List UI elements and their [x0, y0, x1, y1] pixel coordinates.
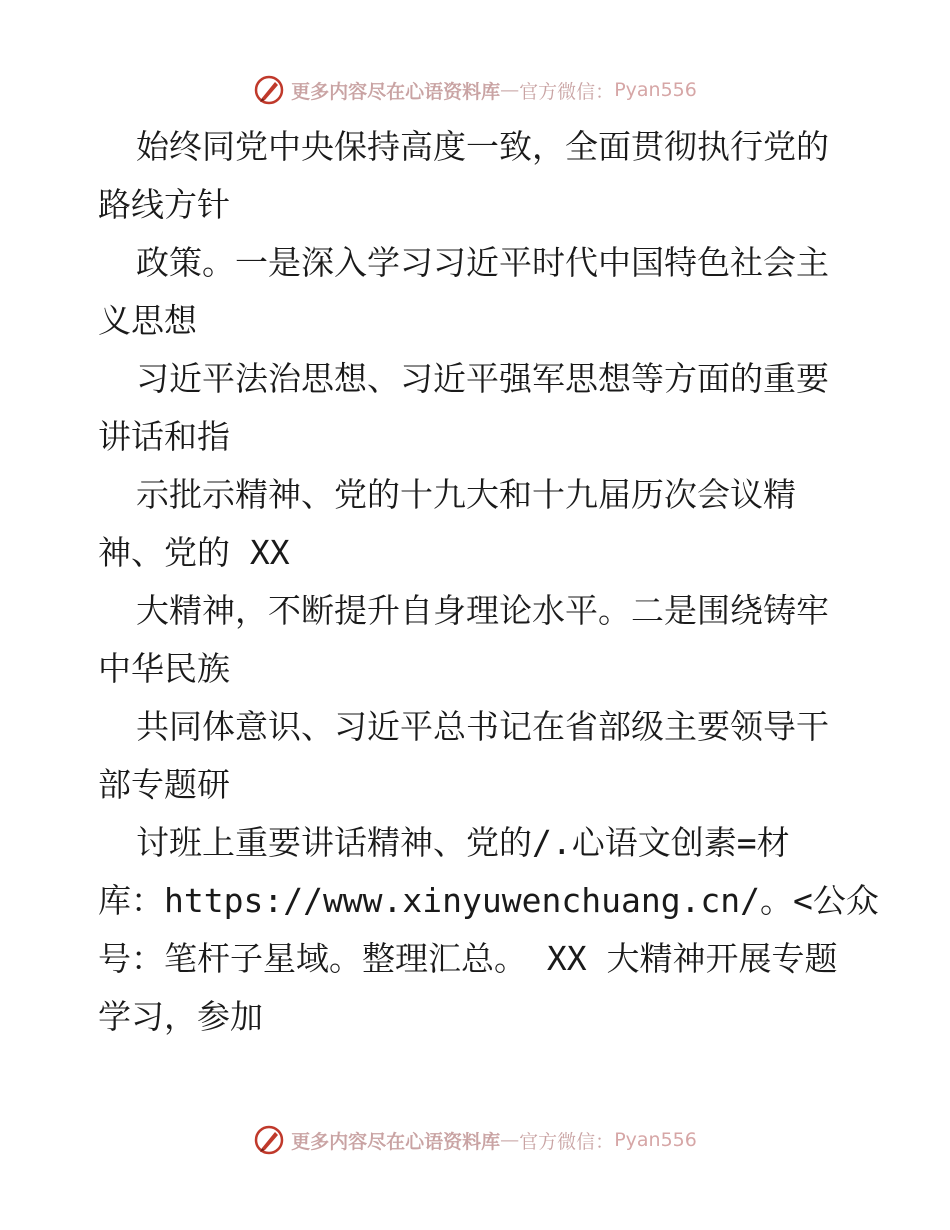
text-line: 学习，参加: [98, 997, 263, 1036]
text-line: 讲话和指: [98, 417, 230, 456]
text-line: 共同体意识、习近平总书记在省部级主要领导干: [136, 707, 829, 746]
pen-logo-icon: [253, 1124, 285, 1156]
header-brand: 更多内容尽在心语资料库: [291, 80, 501, 103]
body-text: [98, 118, 879, 1046]
text-line: 政策。一是深入学习习近平时代中国特色社会主: [136, 243, 829, 282]
footer-brand: 更多内容尽在心语资料库: [291, 1130, 501, 1153]
header-banner: [0, 70, 950, 110]
text-line: 部专题研: [98, 765, 230, 804]
text-line: 神、党的 XX: [98, 533, 290, 572]
pen-logo-icon: [253, 74, 285, 106]
footer-banner: [0, 1120, 950, 1160]
footer-wechat-id: Pyan556: [614, 1129, 697, 1151]
header-separator: —: [500, 79, 520, 101]
text-line: 库：https://www.xinyuwenchuang.cn/。<公众: [98, 881, 879, 920]
text-line: 义思想: [98, 301, 197, 340]
header-official-label: 官方微信：: [519, 80, 615, 103]
text-line: 习近平法治思想、习近平强军思想等方面的重要: [136, 359, 829, 398]
footer-separator: —: [500, 1129, 520, 1151]
text-line: 始终同党中央保持高度一致，全面贯彻执行党的: [136, 127, 829, 166]
header-wechat-id: Pyan556: [614, 79, 697, 101]
text-line: 示批示精神、党的十九大和十九届历次会议精: [136, 475, 796, 514]
text-line: 大精神，不断提升自身理论水平。二是围绕铸牢: [136, 591, 829, 630]
text-line: 路线方针: [98, 185, 230, 224]
text-line: 讨班上重要讲话精神、党的/.心语文创素=材: [136, 823, 790, 862]
footer-official-label: 官方微信：: [519, 1130, 615, 1153]
text-line: 号：笔杆子星域。整理汇总。 XX 大精神开展专题: [98, 939, 838, 978]
text-line: 中华民族: [98, 649, 230, 688]
